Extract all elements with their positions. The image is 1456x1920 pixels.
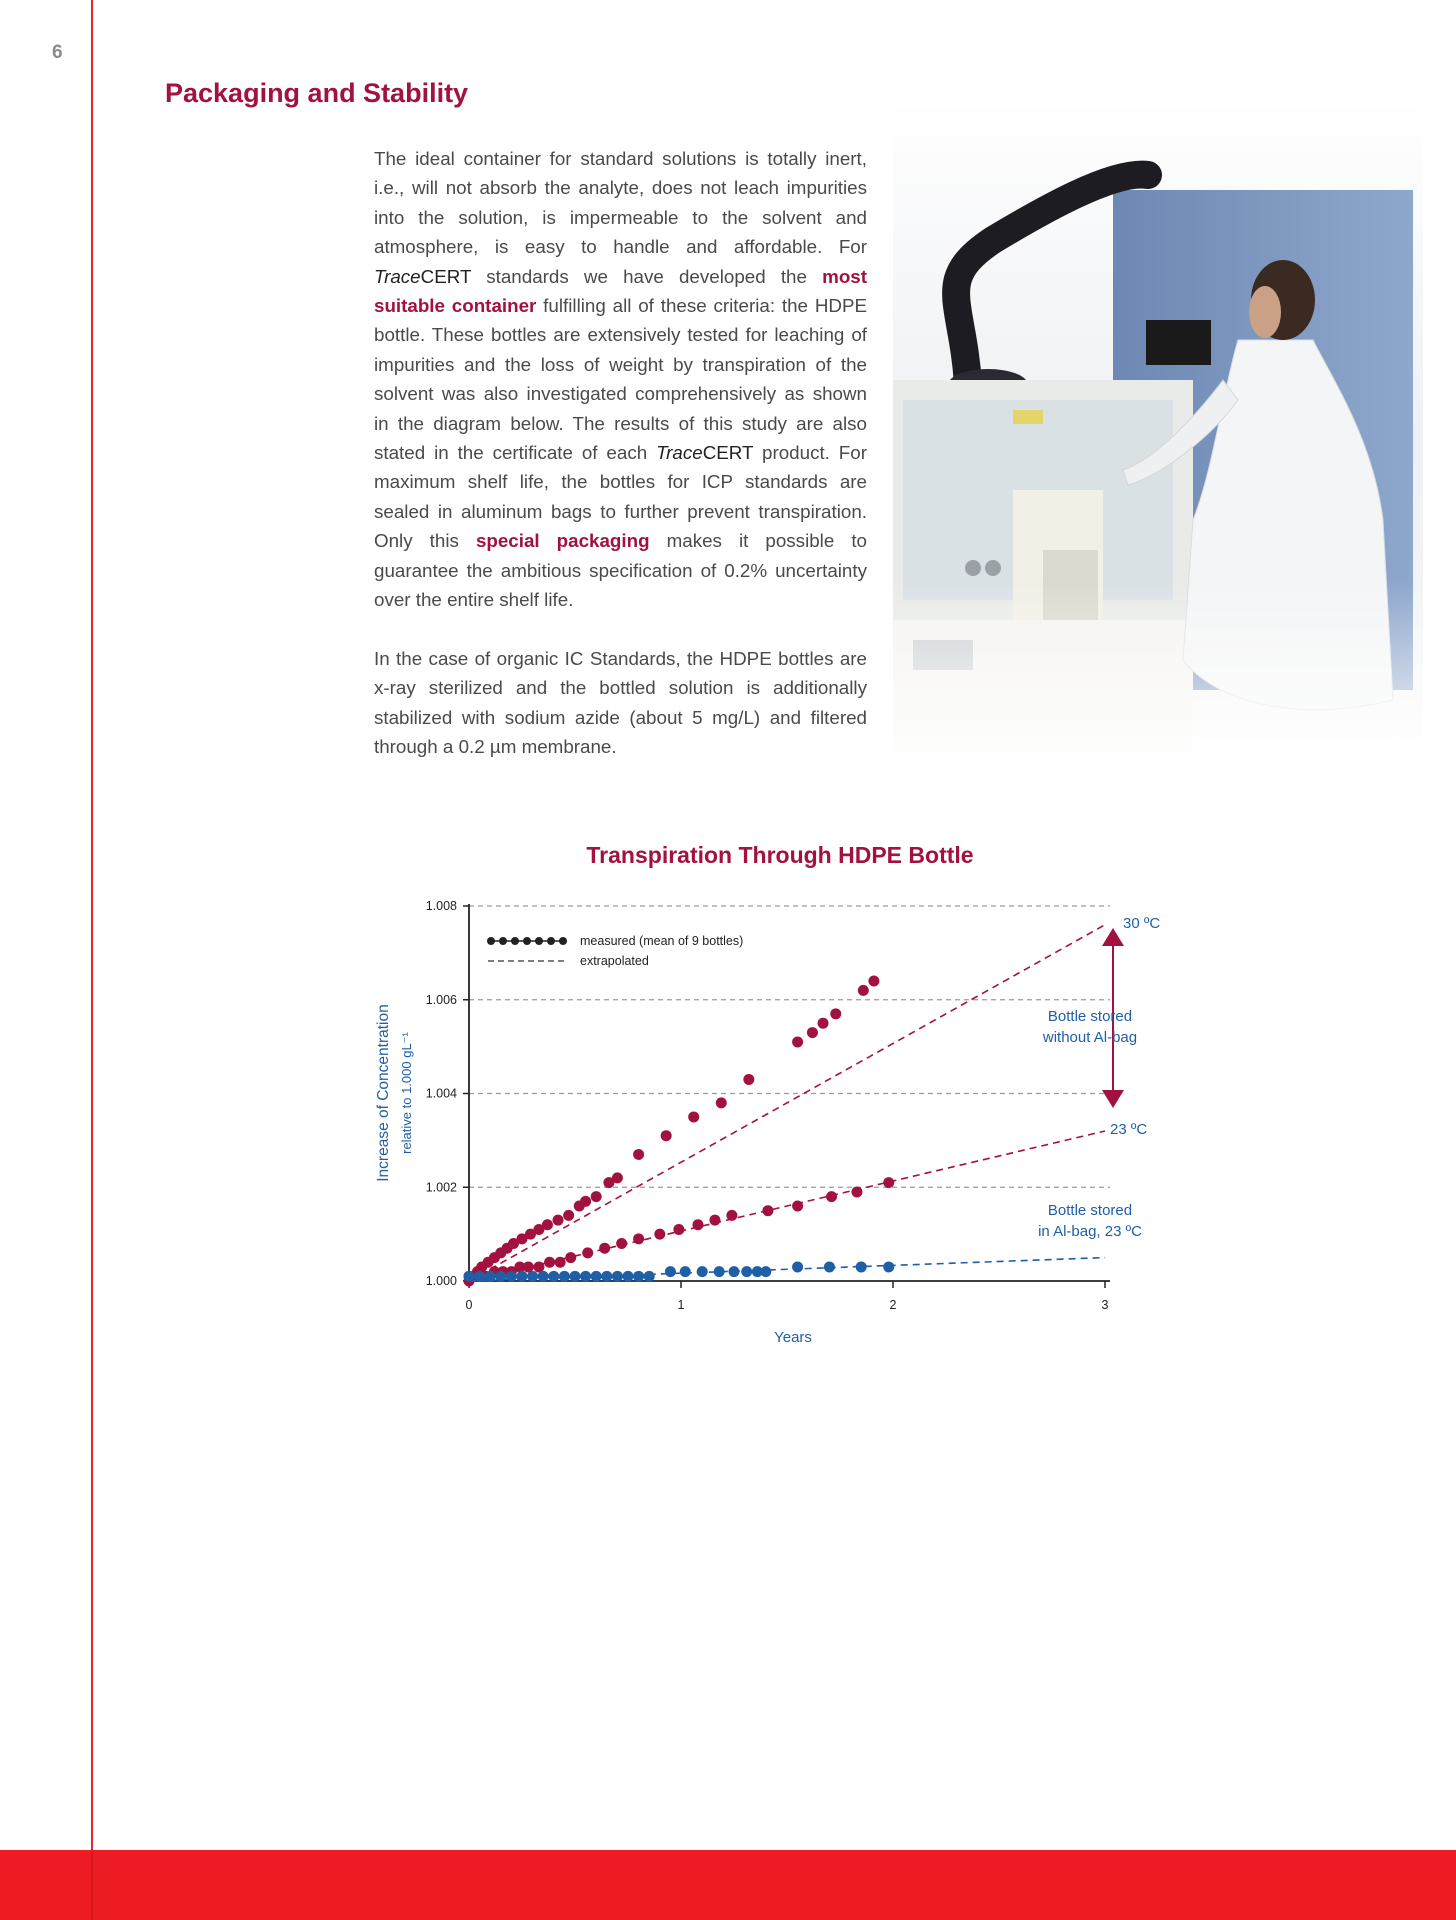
y-axis-ticks [426, 899, 469, 1288]
y-tick-label: 1.004 [425, 1086, 457, 1101]
series-2-data-point [741, 1266, 752, 1277]
series-2-data-point [517, 1271, 528, 1282]
legend-dot [511, 937, 519, 945]
annotation-30c: 30 ºC [1123, 915, 1160, 932]
series-2-data-point [680, 1266, 691, 1277]
series-2-data-point [495, 1271, 506, 1282]
series-2-data-point [580, 1271, 591, 1282]
annotation-in-bag-2: in Al-bag, 23 ºC [1038, 1223, 1142, 1240]
axes [469, 904, 1110, 1281]
arrow-down-head [1102, 1090, 1124, 1108]
series-2-data-point [729, 1266, 740, 1277]
series-2-data-point [612, 1271, 623, 1282]
series-1-data-point [826, 1191, 837, 1202]
y-axis-sublabel: relative to 1.000 gL⁻¹ [399, 1032, 414, 1154]
legend-measured-label: measured (mean of 9 bottles) [580, 934, 744, 948]
series-2-data-point [792, 1261, 803, 1272]
series-0-data-point [563, 1210, 574, 1221]
series-0-data-point [716, 1097, 727, 1108]
series-0-data-point [542, 1219, 553, 1230]
series-1-data-point [709, 1215, 720, 1226]
series-2-data-point [570, 1271, 581, 1282]
data-series [464, 925, 1106, 1287]
body-text [374, 144, 867, 762]
series-1-data-point [792, 1201, 803, 1212]
paragraph-packaging: The ideal container for standard solutions is totally inert, i.e., will not absorb the analyte, does not leach impurities into the solution, is impermeable to the solvent and atmosphere, is easy to handle and affordable. For TraceCERT standards we have developed the most suitable container fulfilling all of these criteria: the HDPE bottle. These bottles are extensively tested for leaching of impurities and the loss of weight by transpiration of the solvent was also investigated comprehensively as shown in the diagram below. The results of this study are also stated in the certificate of each TraceCERT product. For maximum shelf life, the bottles for ICP standards are sealed in aluminum bags to further prevent transpiration. Only this special packaging makes it possible to guarantee the ambitious specification of 0.2% uncertainty over the entire shelf life. [374, 148, 868, 611]
series-2-data-point [623, 1271, 634, 1282]
series-1-extrapolated-line [469, 1131, 1105, 1281]
series-2-data-point [474, 1271, 485, 1282]
chart-title: Transpiration Through HDPE Bottle [586, 842, 974, 868]
highlight-special-packaging: special packaging [475, 530, 650, 552]
series-1-data-point [654, 1229, 665, 1240]
legend-dot [559, 937, 567, 945]
series-1-data-point [851, 1186, 862, 1197]
legend-dot [487, 937, 495, 945]
series-2-data-point [824, 1261, 835, 1272]
legend-dot [523, 937, 531, 945]
transpiration-chart [360, 835, 1160, 1355]
series-0-data-point [612, 1172, 623, 1183]
annotation-23c: 23 ºC [1110, 1121, 1148, 1138]
series-0-data-point [743, 1074, 754, 1085]
legend-extrapolated-label: extrapolated [580, 954, 649, 968]
series-2-data-point [601, 1271, 612, 1282]
series-0-data-point [661, 1130, 672, 1141]
series-2-data-point [697, 1266, 708, 1277]
series-0-data-point [818, 1018, 829, 1029]
x-axis-ticks [466, 1281, 1109, 1312]
page-title: Packaging and Stability [165, 78, 469, 108]
x-tick-label: 2 [889, 1298, 897, 1312]
series-2-data-point [714, 1266, 725, 1277]
x-tick-label: 0 [465, 1298, 473, 1312]
legend-dot [547, 937, 555, 945]
x-tick-label: 3 [1101, 1298, 1109, 1312]
series-1-data-point [883, 1177, 894, 1188]
y-tick-label: 1.006 [425, 992, 457, 1007]
series-1-data-point [726, 1210, 737, 1221]
legend-measured-dots [487, 937, 567, 945]
series-2-data-point [485, 1271, 496, 1282]
series-0-data-point [807, 1027, 818, 1038]
x-axis-label: Years [774, 1329, 812, 1346]
series-1-data-point [533, 1261, 544, 1272]
series-2-data-point [591, 1271, 602, 1282]
series-2-data-point [760, 1266, 771, 1277]
legend-dot [499, 937, 507, 945]
series-2-data-point [883, 1261, 894, 1272]
series-1-data-point [762, 1205, 773, 1216]
series-1-data-point [582, 1247, 593, 1258]
series-1-data-point [523, 1261, 534, 1272]
page-number: 6 [52, 42, 63, 63]
series-0-data-point [633, 1149, 644, 1160]
y-tick-label: 1.008 [425, 899, 457, 913]
series-0-data-point [792, 1036, 803, 1047]
series-2-data-point [633, 1271, 644, 1282]
footer-bar [0, 1850, 1456, 1920]
page-margin-rule [91, 0, 93, 1850]
series-1-data-point [599, 1243, 610, 1254]
series-0-data-point [591, 1191, 602, 1202]
annotation-without-bag-2: without Al-bag [1042, 1029, 1138, 1046]
y-axis-label: Increase of Concentration [375, 1004, 392, 1182]
series-2-data-point [644, 1271, 655, 1282]
series-0-data-point [688, 1111, 699, 1122]
series-1-data-point [673, 1224, 684, 1235]
arrow-up-head [1102, 928, 1124, 946]
series-0-extrapolated-line [469, 925, 1105, 1281]
gridlines [469, 906, 1110, 1187]
highlight-most-suitable-container: most suitable container [374, 265, 867, 317]
y-tick-label: 1.000 [425, 1274, 457, 1288]
series-2-data-point [506, 1271, 517, 1282]
x-tick-label: 1 [677, 1298, 685, 1312]
series-1-data-point [616, 1238, 627, 1249]
series-1-data-point [692, 1219, 703, 1230]
annotation-without-bag-1: Bottle stored [1047, 1008, 1133, 1025]
lab-technician-photo [893, 100, 1423, 775]
paragraph-ic-standards: In the case of organic IC Standards, the HDPE bottles are x-ray sterilized and the bottled solution is additionally stabilized with sodium azide (about 5 mg/L) and filtered through a 0.2 µm membrane. [374, 647, 867, 758]
series-0-data-point [580, 1196, 591, 1207]
series-1-data-point [544, 1257, 555, 1268]
series-1-data-point [633, 1233, 644, 1244]
series-0-data-point [830, 1008, 841, 1019]
legend [487, 934, 743, 968]
footer-bar-rule [91, 1850, 93, 1920]
series-2-data-point [527, 1271, 538, 1282]
series-2-data-point [559, 1271, 570, 1282]
series-2-data-point [464, 1271, 475, 1282]
series-1-data-point [565, 1252, 576, 1263]
series-0-data-point [858, 985, 869, 996]
series-0-data-point [868, 976, 879, 987]
legend-dot [535, 937, 543, 945]
series-2-data-point [538, 1271, 549, 1282]
y-tick-label: 1.002 [425, 1180, 457, 1195]
series-2-data-point [665, 1266, 676, 1277]
annotation-in-bag-1: Bottle stored [1047, 1202, 1133, 1219]
series-2-data-point [548, 1271, 559, 1282]
series-2-data-point [856, 1261, 867, 1272]
series-1-data-point [555, 1257, 566, 1268]
series-0-data-point [553, 1215, 564, 1226]
